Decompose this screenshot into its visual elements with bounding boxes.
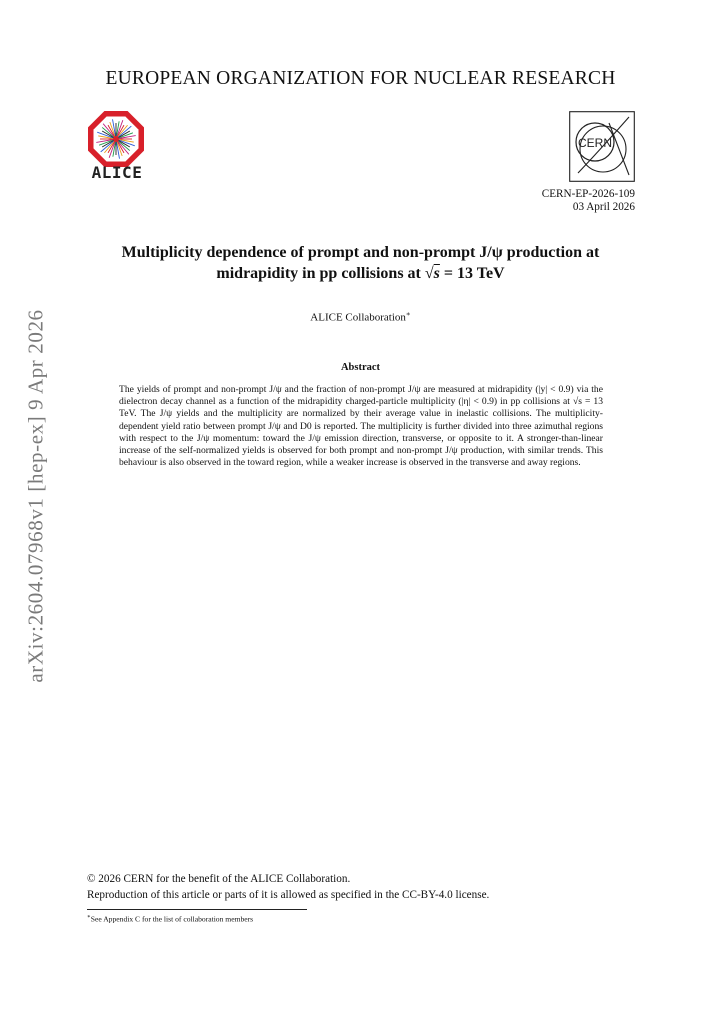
arxiv-stamp [21, 300, 51, 692]
license-line: Reproduction of this article or parts of it is allowed as specified in the CC-BY-4.0 license. [87, 889, 490, 901]
abstract-heading: Abstract [340, 362, 381, 373]
copyright-line: © 2026 CERN for the benefit of the ALICE Collaboration. [87, 873, 351, 885]
report-date: 03 April 2026 [572, 201, 635, 213]
author-footnote-mark: ∗ [405, 310, 411, 318]
sqrt-s-symbol: √s [424, 265, 440, 282]
cern-logo-text: CERN [577, 136, 613, 150]
arxiv-stamp-text: arXiv:2604.07968v1 [hep-ex] 9 Apr 2026 [23, 309, 48, 683]
cern-logo-icon [569, 111, 635, 182]
title-line-1: Multiplicity dependence of prompt and non-prompt J/ψ production at [121, 244, 600, 261]
authors: ALICE Collaboration∗ [310, 310, 411, 324]
organization-heading: EUROPEAN ORGANIZATION FOR NUCLEAR RESEARCH [105, 68, 616, 89]
report-number: CERN-EP-2026-109 [541, 188, 635, 200]
copyright-block [87, 871, 489, 903]
title-line-2: midrapidity in pp collisions at √s = 13 TeV [216, 265, 505, 282]
alice-logo-text: ALICE [91, 163, 143, 182]
paper-title [60, 242, 661, 284]
abstract-body: The yields of prompt and non-prompt J/ψ and the fraction of non-prompt J/ψ are measured at midrapidity (|y| < 0.9) via the dielectron decay channel as a function of the midrapidity charged-particle multiplicity (|η| < 0.9) in pp collisions at √s = 13 TeV. The J/ψ yields and the multiplicity are normalized by their average value in inelastic collisions. The multiplicity-dependent yield ratio between prompt J/ψ and D0 is reported. The multiplicity is further divided into three azimuthal regions with respect to the J/ψ momentum: toward the J/ψ emission direction, transverse, or opposite to it. A stronger-than-linear increase of the self-normalized yields is observed for both prompt and non-prompt J/ψ production, with similar trends. This behaviour is also observed in the toward region, while a weaker increase is observed in the transverse and away regions. [119, 384, 603, 469]
footnote: ∗See Appendix C for the list of collaboration members [87, 914, 254, 924]
footnote-rule [87, 909, 307, 910]
report-info [542, 188, 635, 214]
